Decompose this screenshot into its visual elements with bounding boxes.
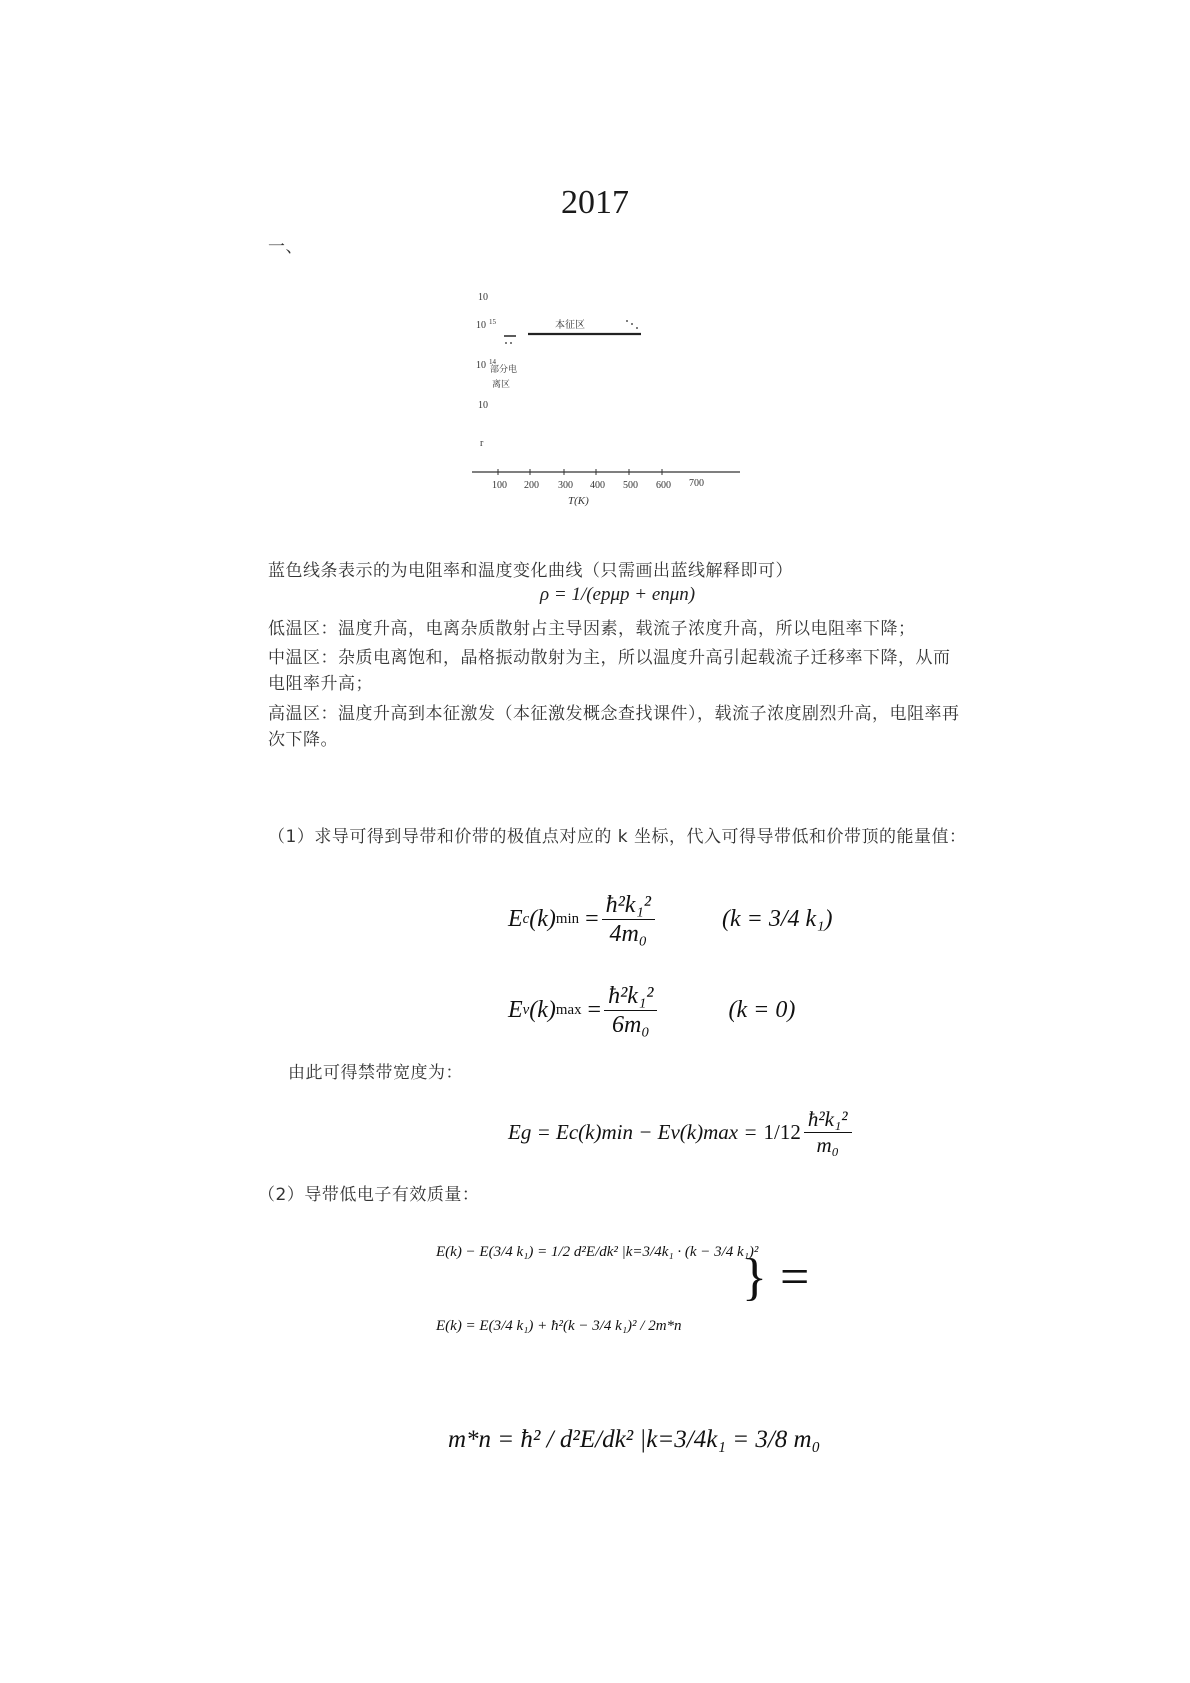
formula-rho: ρ = 1/(epμp + enμn) [540, 584, 696, 605]
taylor-equation-2: E(k) = E(3/4 k₁) + ħ²(k − 3/4 k₁)² / 2m*n [436, 1318, 682, 1334]
high-temp-text-2: 次下降。 [268, 730, 338, 750]
x-tick-label: 300 [558, 480, 573, 491]
y-tick-label: 10 [476, 360, 486, 371]
mid-temp-text-1: 中温区：杂质电离饱和，晶格振动散射为主，所以温度升高引起载流子迁移率下降，从而 [268, 648, 951, 668]
region-intrinsic-label: 本征区 [555, 320, 585, 331]
brace-equals: } = [742, 1249, 810, 1306]
y-exponent: 14 [489, 358, 496, 366]
ec-equation: E c (k) min = $\frac{\text{ħ²k₁²}}{\text{4m₀}}$ (k = 3/4 k₁) [508, 892, 833, 948]
part2-text: （2）导带低电子有效质量： [258, 1185, 480, 1205]
ec-condition: (k = 3/4 k₁) [722, 906, 833, 933]
ev-equation: E v (k) max = $\frac{\text{ħ²k₁²}}{\text{6m₀}}$ (k = 0) [508, 983, 796, 1039]
low-temp-text: 低温区：温度升高，电离杂质散射占主导因素，载流子浓度升高，所以电阻率下降； [268, 619, 916, 639]
gap-intro-text: 由此可得禁带宽度为： [288, 1063, 463, 1083]
region-partial-label-1: 部分电 [490, 365, 518, 375]
resistivity-figure [470, 292, 770, 544]
region-partial-label-2: 离区 [492, 380, 511, 390]
y-tick-label: 10 [478, 400, 488, 411]
effective-mass-equation: m*n = ħ² / d²E/dk² |k=3/4k₁ = 3/8 m₀ [448, 1426, 821, 1453]
x-tick-label: 200 [524, 480, 539, 491]
y-tick-label: 10 [478, 292, 488, 303]
x-tick-label: 700 [689, 478, 704, 489]
x-axis-label: T(K) [568, 495, 589, 507]
y-exponent: 15 [489, 318, 496, 326]
page-title: 2017 [561, 184, 629, 221]
high-temp-text-1: 高温区：温度升高到本征激发（本征激发概念查找课件），载流子浓度剧烈升高，电阻率再 [268, 704, 960, 724]
y-tick-label: 10 [476, 320, 486, 331]
x-tick-label: 500 [623, 480, 638, 491]
x-tick-label: 600 [656, 480, 671, 491]
x-tick-label: 100 [492, 480, 507, 491]
x-tick-label: 400 [590, 480, 605, 491]
eg-equation: Eg = Ec(k)min − Ev(k)max = 1/12 $\frac{\text{ħ²k₁²}}{\text{m₀}}$ [508, 1108, 855, 1157]
taylor-equation-1: E(k) − E(3/4 k₁) = 1/2 d²E/dk² |k=3/4k₁ · (k − 3/4 k₁)² [436, 1244, 759, 1260]
intro-text: 蓝色线条表示的为电阻率和温度变化曲线（只需画出蓝线解释即可） [268, 561, 793, 581]
section-mark: 一、 [268, 237, 303, 257]
ev-condition: (k = 0) [728, 997, 796, 1024]
y-tick-label: r [480, 438, 484, 449]
mid-temp-text-2: 电阻率升高； [268, 674, 373, 694]
part1-text: （1）求导可得到导带和价带的极值点对应的 k 坐标，代入可得导带低和价带顶的能量值： [268, 827, 967, 847]
